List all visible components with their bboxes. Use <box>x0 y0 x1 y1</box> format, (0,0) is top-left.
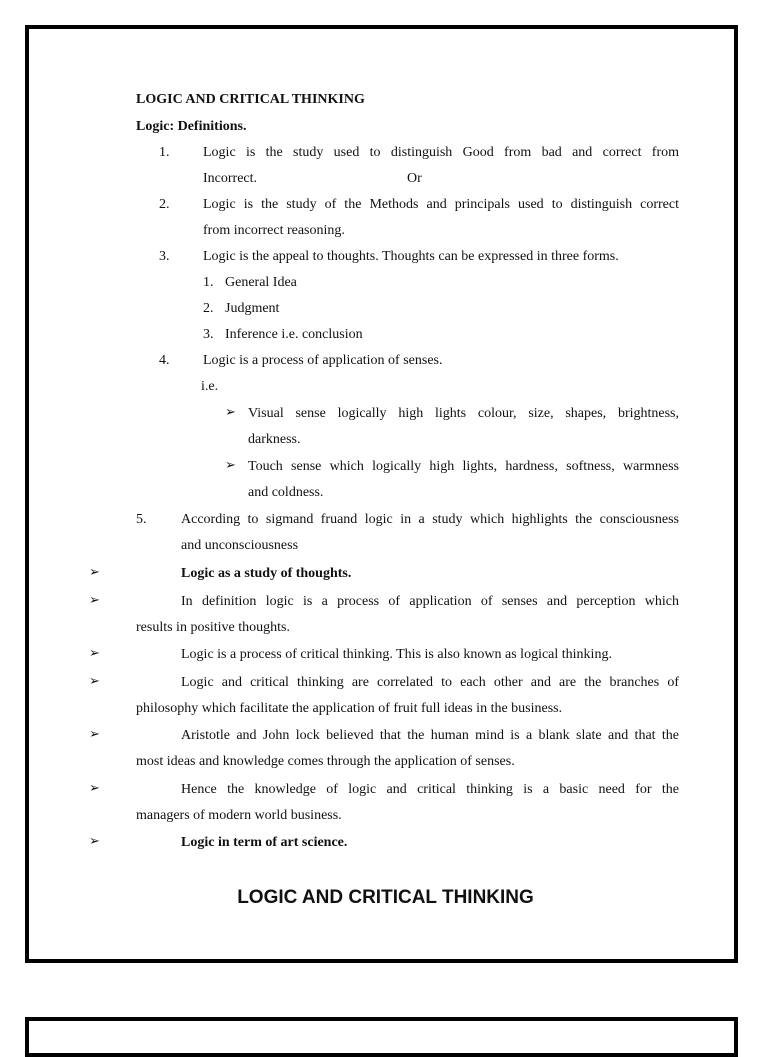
bullet-item: Logic and critical thinking are correlated to each other and are the branches of <box>181 675 679 690</box>
document-page <box>25 25 738 963</box>
list-number: 3. <box>159 249 170 264</box>
arrow-bullet-icon: ➢ <box>225 458 236 473</box>
arrow-bullet-icon: ➢ <box>89 674 100 689</box>
section-subtitle: Logic: Definitions. <box>136 119 247 134</box>
arrow-bullet-icon: ➢ <box>89 593 100 608</box>
sublist-item: Judgment <box>225 301 280 316</box>
arrow-bullet-icon: ➢ <box>89 727 100 742</box>
page-footer-title: LOGIC AND CRITICAL THINKING <box>237 887 534 908</box>
bullet-item-continuation: philosophy which facilitate the application of fruit full ideas in the business. <box>136 701 563 716</box>
bullet-item: Aristotle and John lock believed that the human mind is a blank slate and that the <box>181 728 679 743</box>
sublist-item: General Idea <box>225 275 297 290</box>
arrow-bullet-icon: ➢ <box>89 646 100 661</box>
arrow-bullet-icon: ➢ <box>225 405 236 420</box>
list-item: Logic is the study of the Methods and principals used to distinguish correct <box>203 197 679 212</box>
list-item-continuation: and unconsciousness <box>181 538 299 553</box>
list-item: Logic is the appeal to thoughts. Thoughts can be expressed in three forms. <box>203 249 619 264</box>
list-item-continuation: from incorrect reasoning. <box>203 223 345 238</box>
list-number: 4. <box>159 353 170 368</box>
next-page-border <box>25 1017 738 1057</box>
sense-item: Touch sense which logically high lights, hardness, softness, warmness <box>248 459 679 474</box>
list-item: Logic is a process of application of senses. <box>203 353 443 368</box>
list-number: 1. <box>159 145 170 160</box>
document-title: LOGIC AND CRITICAL THINKING <box>136 92 365 107</box>
sense-item-continuation: darkness. <box>248 432 301 447</box>
bullet-item-continuation: most ideas and knowledge comes through the application of senses. <box>136 754 515 769</box>
sublist-number: 3. <box>203 327 214 342</box>
sublist-item: Inference i.e. conclusion <box>225 327 363 342</box>
bullet-item: Hence the knowledge of logic and critical thinking is a basic need for the <box>181 782 679 797</box>
list-item: Logic is the study used to distinguish Good from bad and correct from <box>203 145 679 160</box>
bullet-item: In definition logic is a process of application of senses and perception which <box>181 594 679 609</box>
or-label: Or <box>407 171 422 186</box>
sense-item: Visual sense logically high lights colour, size, shapes, brightness, <box>248 406 679 421</box>
list-item-continuation: Incorrect. <box>203 171 258 186</box>
bullet-heading: Logic as a study of thoughts. <box>181 566 352 581</box>
ie-label: i.e. <box>201 379 219 394</box>
sense-item-continuation: and coldness. <box>248 485 324 500</box>
arrow-bullet-icon: ➢ <box>89 565 100 580</box>
sublist-number: 2. <box>203 301 214 316</box>
bullet-item-continuation: managers of modern world business. <box>136 808 342 823</box>
list-number: 2. <box>159 197 170 212</box>
sublist-number: 1. <box>203 275 214 290</box>
list-number: 5. <box>136 512 147 527</box>
bullet-item: Logic is a process of critical thinking. This is also known as logical thinking. <box>181 647 612 662</box>
list-item: According to sigmand fruand logic in a study which highlights the consciousness <box>181 512 679 527</box>
bullet-item-continuation: results in positive thoughts. <box>136 620 290 635</box>
arrow-bullet-icon: ➢ <box>89 781 100 796</box>
arrow-bullet-icon: ➢ <box>89 834 100 849</box>
bullet-heading: Logic in term of art science. <box>181 835 348 850</box>
